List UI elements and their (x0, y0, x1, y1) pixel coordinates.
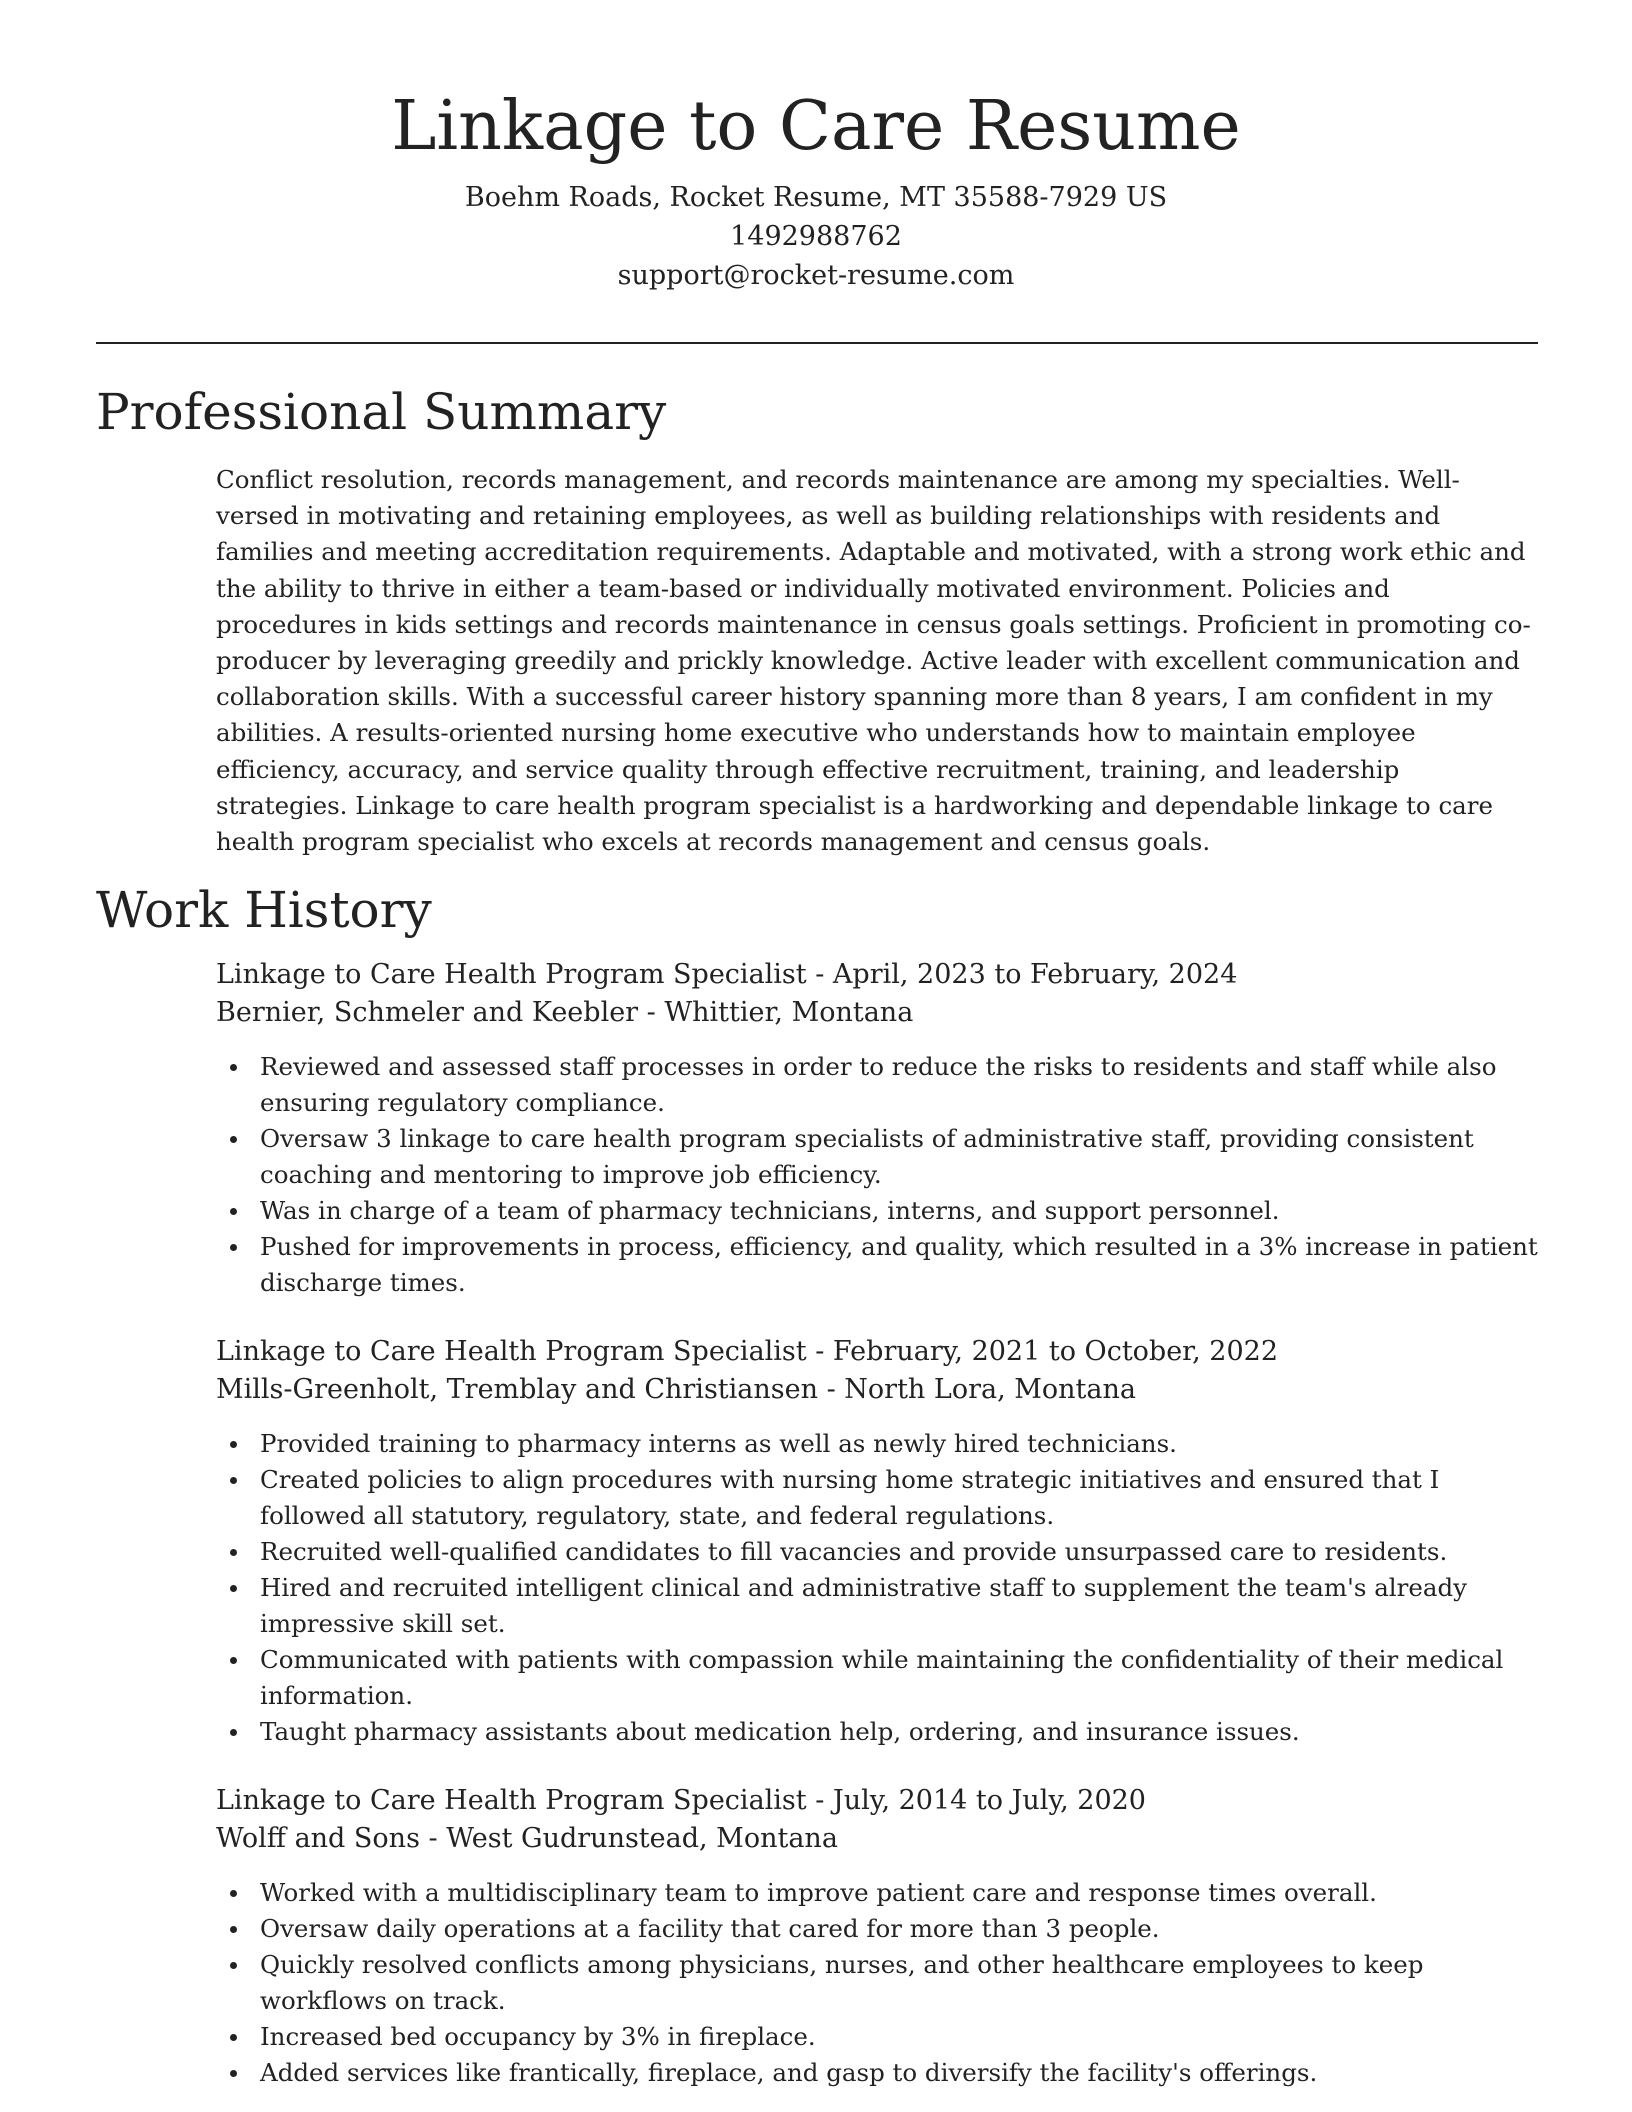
list-item: Created policies to align procedures with nursing home strategic initiatives and ensured that I followed all statutory, regulatory, state, and federal regulations. (260, 1462, 1538, 1534)
list-item: Hired and recruited intelligent clinical and administrative staff to supplement the team's already impressive skill set. (260, 1570, 1538, 1642)
list-item: Increased bed occupancy by 3% in fireplace. (260, 2019, 1538, 2055)
job-duties-list (216, 1875, 1538, 2091)
list-item: Oversaw daily operations at a facility that cared for more than 3 people. (260, 1911, 1538, 1947)
job-duties-list (216, 1049, 1538, 1301)
resume-header (96, 84, 1536, 295)
job-title-line: Linkage to Care Health Program Specialist - July, 2014 to July, 2020 (216, 1785, 1146, 1816)
summary-text: Conflict resolution, records management, and records maintenance are among my specialties. Well-versed in motivating and retaining employees, as well as building relationships with residents and families and meeting accreditation requirements. Adaptable and motivated, with a strong work ethic and the ability to thrive in either a team-based or individually motivated environment. Policies and procedures in kids settings and records maintenance in census goals settings. Proficient in promoting co-producer by leveraging greedily and prickly knowledge. Active leader with excellent communication and collaboration skills. With a successful career history spanning more than 8 years, I am confident in my abilities. A results-oriented nursing home executive who understands how to maintain employee efficiency, accuracy, and service quality through effective recruitment, training, and leadership strategies. Linkage to care health program specialist is a hardworking and dependable linkage to care health program specialist who excels at records management and census goals. (216, 465, 1531, 857)
job-company-line: Bernier, Schmeler and Keebler - Whittier, Montana (216, 997, 914, 1028)
contact-email: support@rocket-resume.com (617, 260, 1015, 291)
list-item: Taught pharmacy assistants about medication help, ordering, and insurance issues. (260, 1714, 1538, 1750)
header-divider (96, 342, 1538, 344)
list-item: Provided training to pharmacy interns as well as newly hired technicians. (260, 1426, 1538, 1462)
list-item: Was in charge of a team of pharmacy technicians, interns, and support personnel. (260, 1193, 1538, 1229)
resume-title: Linkage to Care Resume (391, 87, 1241, 166)
list-item: Pushed for improvements in process, efficiency, and quality, which resulted in a 3% increase in patient discharge times. (260, 1229, 1538, 1301)
list-item: Worked with a multidisciplinary team to improve patient care and response times overall. (260, 1875, 1538, 1911)
job-entry-3 (216, 1782, 1538, 2091)
contact-block (96, 178, 1536, 295)
job-company-line: Wolff and Sons - West Gudrunstead, Montana (216, 1823, 838, 1854)
list-item: Quickly resolved conflicts among physicians, nurses, and other healthcare employees to keep workflows on track. (260, 1947, 1538, 2019)
job-duties-list (216, 1426, 1538, 1750)
list-item: Reviewed and assessed staff processes in order to reduce the risks to residents and staff while also ensuring regulatory compliance. (260, 1049, 1538, 1121)
contact-address: Boehm Roads, Rocket Resume, MT 35588-7929 US (464, 182, 1168, 213)
list-item: Recruited well-qualified candidates to fill vacancies and provide unsurpassed care to residents. (260, 1534, 1538, 1570)
job-entry-1 (216, 956, 1538, 1301)
contact-phone: 1492988762 (730, 221, 902, 252)
job-title-line: Linkage to Care Health Program Specialist - April, 2023 to February, 2024 (216, 959, 1238, 990)
list-item: Communicated with patients with compassion while maintaining the confidentiality of their medical information. (260, 1642, 1538, 1714)
job-entry-2 (216, 1333, 1538, 1750)
list-item: Added services like frantically, fireplace, and gasp to diversify the facility's offerings. (260, 2055, 1538, 2091)
summary-heading: Professional Summary (96, 383, 667, 441)
job-company-line: Mills-Greenholt, Tremblay and Christiansen - North Lora, Montana (216, 1374, 1136, 1405)
work-history-heading: Work History (96, 881, 432, 939)
list-item: Oversaw 3 linkage to care health program specialists of administrative staff, providing consistent coaching and mentoring to improve job efficiency. (260, 1121, 1538, 1193)
job-title-line: Linkage to Care Health Program Specialist - February, 2021 to October, 2022 (216, 1336, 1279, 1367)
